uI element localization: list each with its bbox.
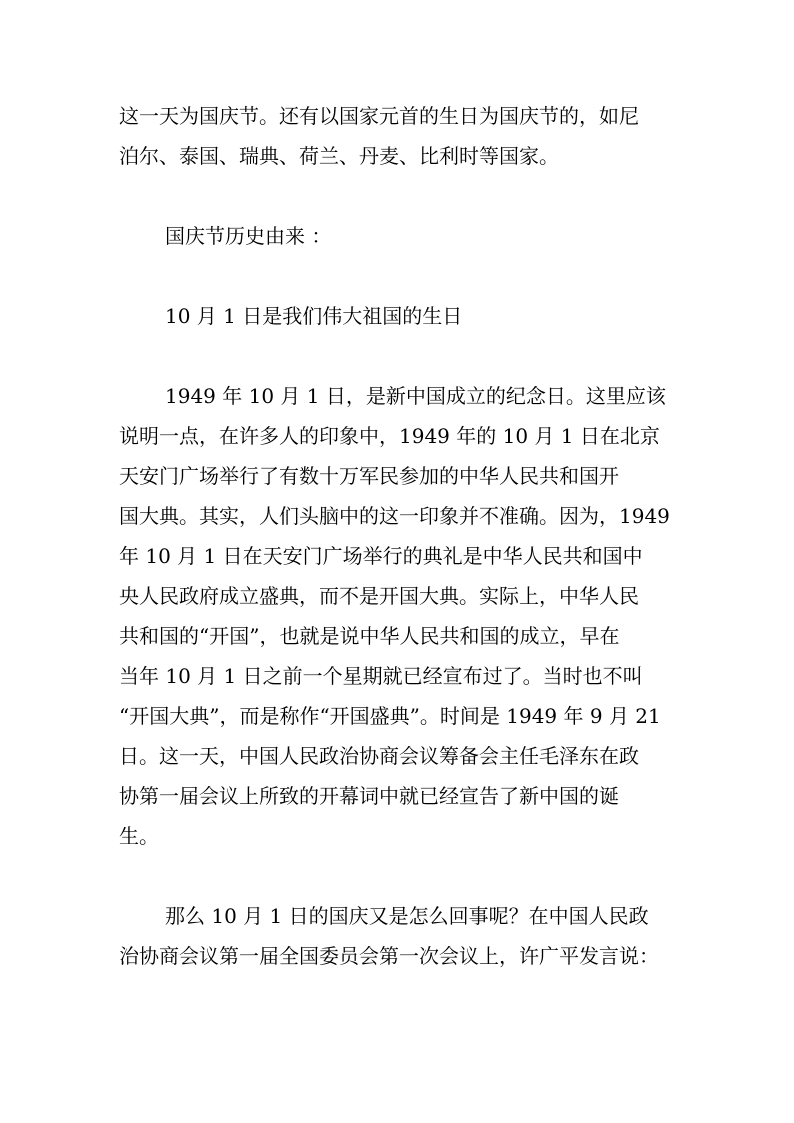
document-body <box>119 96 679 976</box>
text-line: 那么 10 月 1 日的国庆又是怎么回事呢？在中国人民政 <box>165 904 649 928</box>
section-heading-birthday: 10 月 1 日是我们伟大祖国的生日 <box>165 304 463 328</box>
text-line: 日。这一天，中国人民政治协商会议筹备会主任毛泽东在政 <box>119 744 639 768</box>
section-heading-history: 国庆节历史由来 ： <box>165 224 332 248</box>
paragraph-countries <box>119 96 679 176</box>
text-line: 国大典。其实，人们头脑中的这一印象并不准确。因为，1949 <box>119 504 670 528</box>
text-line: 治协商会议第一届全国委员会第一次会议上，许广平发言说： <box>119 944 659 968</box>
text-line: 说明一点，在许多人的印象中，1949 年的 10 月 1 日在北京 <box>119 424 660 448</box>
text-line: “开国大典”，而是称作“开国盛典”。时间是 1949 年 9 月 21 <box>119 704 661 728</box>
text-line: 泊尔、泰国、瑞典、荷兰、丹麦、比利时等国家。 <box>119 144 559 168</box>
paragraph-gap <box>119 856 679 896</box>
text-line: 天安门广场举行了有数十万军民参加的中华人民共和国开 <box>119 464 619 488</box>
paragraph-gap <box>119 176 679 216</box>
text-line: 共和国的“开国”，也就是说中华人民共和国的成立，早在 <box>119 624 620 648</box>
text-line: 生。 <box>119 824 159 848</box>
paragraph-gap <box>119 256 679 296</box>
text-line: 年 10 月 1 日在天安门广场举行的典礼是中华人民共和国中 <box>119 544 643 568</box>
text-line: 1949 年 10 月 1 日，是新中国成立的纪念日。这里应该 <box>165 384 666 408</box>
text-line: 当年 10 月 1 日之前一个星期就已经宣布过了。当时也不叫 <box>119 664 643 688</box>
paragraph-gap <box>119 336 679 376</box>
paragraph-founding <box>119 376 679 856</box>
text-line: 央人民政府成立盛典，而不是开国大典。实际上，中华人民 <box>119 584 639 608</box>
text-line: 这一天为国庆节。还有以国家元首的生日为国庆节的，如尼 <box>119 104 639 128</box>
text-line: 协第一届会议上所致的开幕词中就已经宣告了新中国的诞 <box>119 784 619 808</box>
paragraph-national-day <box>119 896 679 976</box>
